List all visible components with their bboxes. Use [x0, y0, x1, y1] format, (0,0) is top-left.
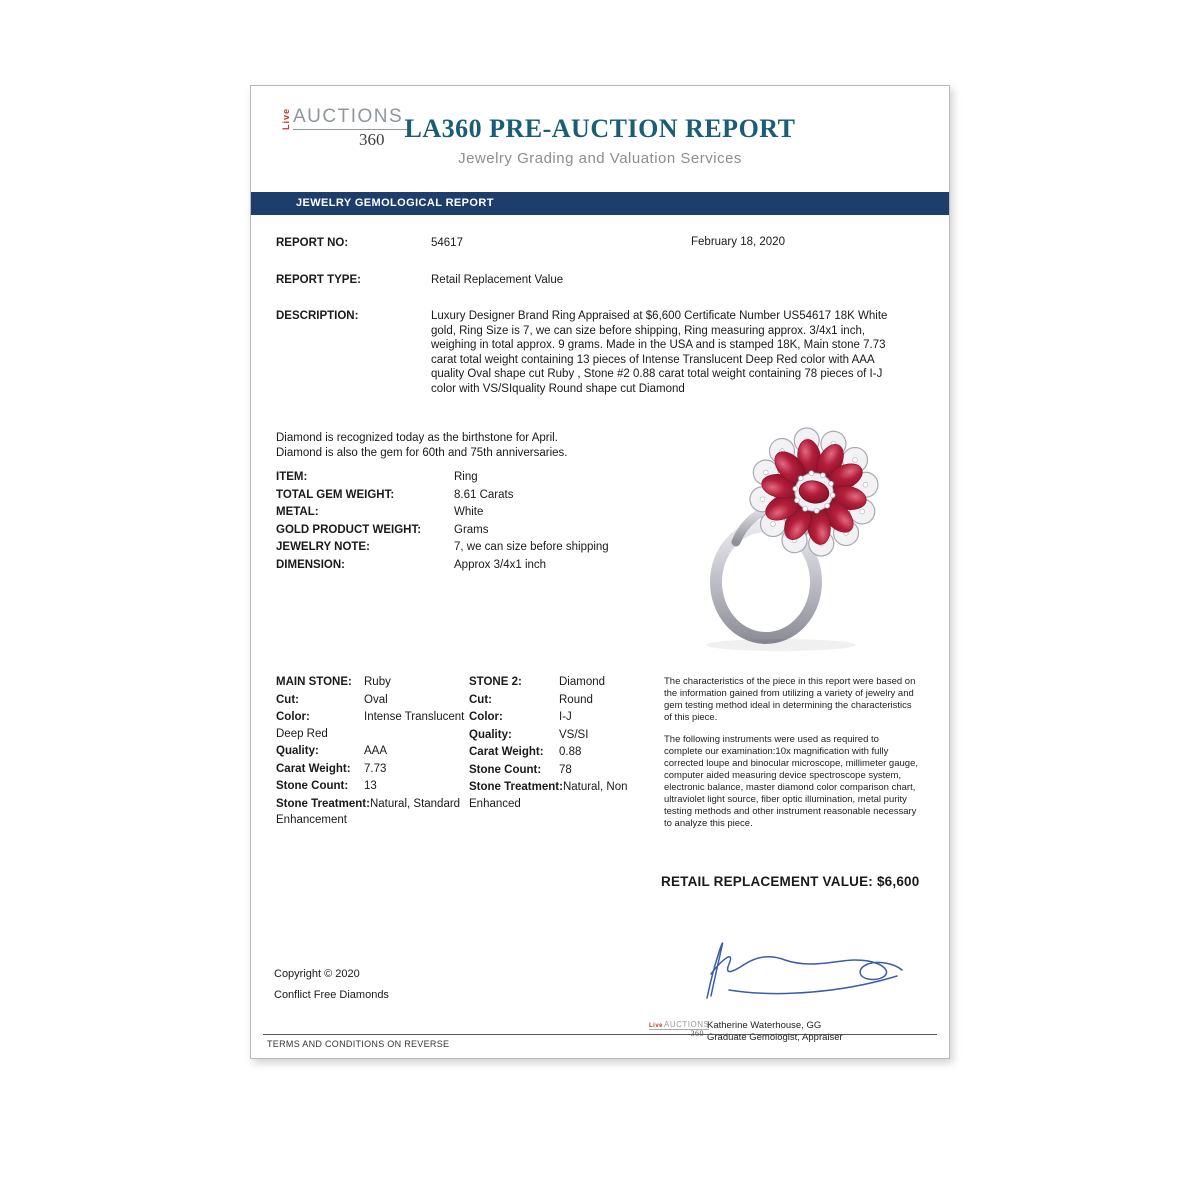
- stone-attr-row: [276, 692, 468, 709]
- terms-notice: TERMS AND CONDITIONS ON REVERSE: [267, 1039, 450, 1049]
- report-type-value: Retail Replacement Value: [431, 274, 564, 286]
- attr-label: Quality:: [469, 728, 512, 741]
- attr-value: 13: [364, 780, 377, 792]
- stone-attr-row: [469, 692, 651, 709]
- item-label: GOLD PRODUCT WEIGHT:: [276, 523, 422, 536]
- signer-title: Graduate Gemologist, Appraiser: [707, 1032, 843, 1043]
- methodology-column: [664, 676, 919, 840]
- main-stone-header: [276, 674, 468, 691]
- stone-attr-row: [469, 762, 651, 779]
- item-row: [276, 504, 676, 522]
- attr-label: Cut:: [469, 693, 492, 706]
- stone-attr-row: [276, 796, 468, 829]
- stone-attr-row: [276, 761, 468, 778]
- copyright-text: Copyright © 2020: [274, 968, 360, 980]
- main-stone-label: MAIN STONE:: [276, 676, 352, 688]
- item-row: [276, 469, 676, 487]
- attr-label: Quality:: [276, 745, 319, 757]
- methodology-paragraph-2: The following instruments were used as required to complete our examination:10x magnification with fully corrected loupe and binocular microscope, millimeter gauge, computer aided measuring device spectroscope system, electronic balance, master diamond color comparison chart, ultraviolet light source, fiber optic illumination, metal purity testing methods and other instrument reasonable necessary to analyze this piece.: [664, 734, 918, 829]
- main-stone-column: [276, 674, 468, 830]
- item-value: Approx 3/4x1 inch: [454, 558, 547, 571]
- birthstone-notes: [276, 431, 568, 461]
- stone2-column: [469, 674, 651, 813]
- stone-attr-row: [276, 709, 468, 742]
- signer-identity: [707, 1020, 843, 1044]
- attr-label: Stone Count:: [469, 763, 542, 776]
- signature-logo-live: Live: [649, 1023, 664, 1029]
- description-row: [276, 309, 926, 396]
- stone-attr-row: [469, 727, 651, 744]
- footer-divider: [263, 1034, 937, 1035]
- item-label: TOTAL GEM WEIGHT:: [276, 488, 395, 501]
- report-no-value: 54617: [431, 237, 463, 249]
- retail-replacement-value: RETAIL REPLACEMENT VALUE: $6,600: [661, 874, 920, 889]
- attr-value: 78: [559, 763, 572, 776]
- stone2-label: STONE 2:: [469, 676, 522, 688]
- attr-label: Stone Count:: [276, 780, 349, 792]
- ring-photo: [676, 414, 906, 654]
- item-label: JEWELRY NOTE:: [276, 541, 370, 553]
- attr-value: VS/SI: [559, 728, 589, 741]
- signature-logo: [649, 1020, 710, 1038]
- item-label: ITEM:: [276, 471, 308, 483]
- attr-label: Color:: [469, 711, 503, 723]
- logo-360-text: 360: [359, 130, 385, 149]
- item-value: 8.61 Carats: [454, 488, 514, 501]
- attr-label: Stone Treatment:: [276, 797, 370, 810]
- signature-ink-image: [669, 924, 909, 1019]
- report-document: [250, 85, 950, 1059]
- description-value: Luxury Designer Brand Ring Appraised at $6,600 Certificate Number US54617 18K White gold, Ring Size is 7, we can size before shipping, Ring measuring approx. 3/4x1 inch, weighing in total approx. 9 grams. Made in the USA and is stamped 18K, Main stone 7.73 carat total weight containing 13 pieces of Intense Translucent Deep Red color with AAA quality Oval shape cut Ruby , Stone #2 0.88 carat total weight containing 78 pieces of I-J color with VS/SIquality Round shape cut Diamond: [431, 310, 888, 395]
- attr-value: Oval: [364, 693, 388, 706]
- attr-value: AAA: [364, 745, 388, 757]
- stone-attr-row: [469, 709, 651, 726]
- conflict-free-text: Conflict Free Diamonds: [274, 989, 389, 1001]
- item-row: [276, 522, 676, 540]
- item-value: Grams: [454, 523, 489, 536]
- attr-value: Natural, Non Enhanced: [469, 781, 628, 810]
- attr-value: 0.88: [559, 746, 582, 758]
- item-fields: [276, 469, 676, 574]
- methodology-paragraph-1: The characteristics of the piece in this report were based on the information gained from utilizing a variety of jewelry and gem testing method ideal in determining the characteristics of this piece.: [664, 676, 916, 723]
- stone-attr-row: [276, 778, 468, 795]
- attr-label: Color:: [276, 711, 310, 723]
- attr-label: Carat Weight:: [469, 746, 544, 758]
- report-type-label: REPORT TYPE:: [276, 274, 361, 286]
- stone-attr-row: [469, 744, 651, 761]
- birthstone-note-2: Diamond is also the gem for 60th and 75th anniversaries.: [276, 447, 568, 459]
- attr-value: Intense Translucent Deep Red: [276, 711, 465, 740]
- page-title: LA360 PRE-AUCTION REPORT: [404, 114, 796, 143]
- stone2-value: Diamond: [559, 676, 606, 688]
- signature-logo-360: 360: [690, 1029, 704, 1038]
- page-subtitle: Jewelry Grading and Valuation Services: [458, 150, 742, 167]
- birthstone-note-1: Diamond is recognized today as the birthstone for April.: [276, 432, 558, 444]
- ruby-diamond-ring-image: [676, 414, 906, 654]
- report-no-label: REPORT NO:: [276, 237, 349, 249]
- attr-value: Natural, Standard Enhancement: [276, 797, 461, 826]
- report-type-row: [276, 273, 926, 288]
- report-date: February 18, 2020: [691, 236, 785, 248]
- item-value: Ring: [454, 471, 478, 483]
- item-row: [276, 539, 676, 557]
- description-label: DESCRIPTION:: [276, 310, 359, 322]
- attr-value: I-J: [559, 711, 572, 723]
- section-banner: [251, 192, 949, 215]
- stone2-header: [469, 674, 651, 691]
- logo-live-text: Live: [281, 107, 292, 131]
- logo-auctions-text: AUCTIONS: [293, 106, 411, 130]
- signer-name: Katherine Waterhouse, GG: [707, 1020, 822, 1031]
- attr-label: Carat Weight:: [276, 762, 351, 775]
- attr-value: Round: [559, 693, 593, 706]
- attr-value: 7.73: [364, 762, 387, 775]
- attr-label: Cut:: [276, 693, 299, 706]
- signature-logo-auctions: AUCTIONS: [664, 1020, 710, 1029]
- stone-attr-row: [469, 779, 651, 812]
- item-row: [276, 557, 676, 575]
- section-banner-label: JEWELRY GEMOLOGICAL REPORT: [296, 197, 494, 209]
- item-label: DIMENSION:: [276, 558, 345, 571]
- item-value: 7, we can size before shipping: [454, 541, 609, 553]
- copyright-block: [274, 964, 389, 1006]
- main-stone-value: Ruby: [364, 676, 391, 688]
- item-row: [276, 487, 676, 505]
- report-no-row: [276, 236, 926, 251]
- item-label: METAL:: [276, 506, 319, 518]
- attr-label: Stone Treatment:: [469, 781, 563, 793]
- item-value: White: [454, 506, 484, 518]
- stone-attr-row: [276, 743, 468, 760]
